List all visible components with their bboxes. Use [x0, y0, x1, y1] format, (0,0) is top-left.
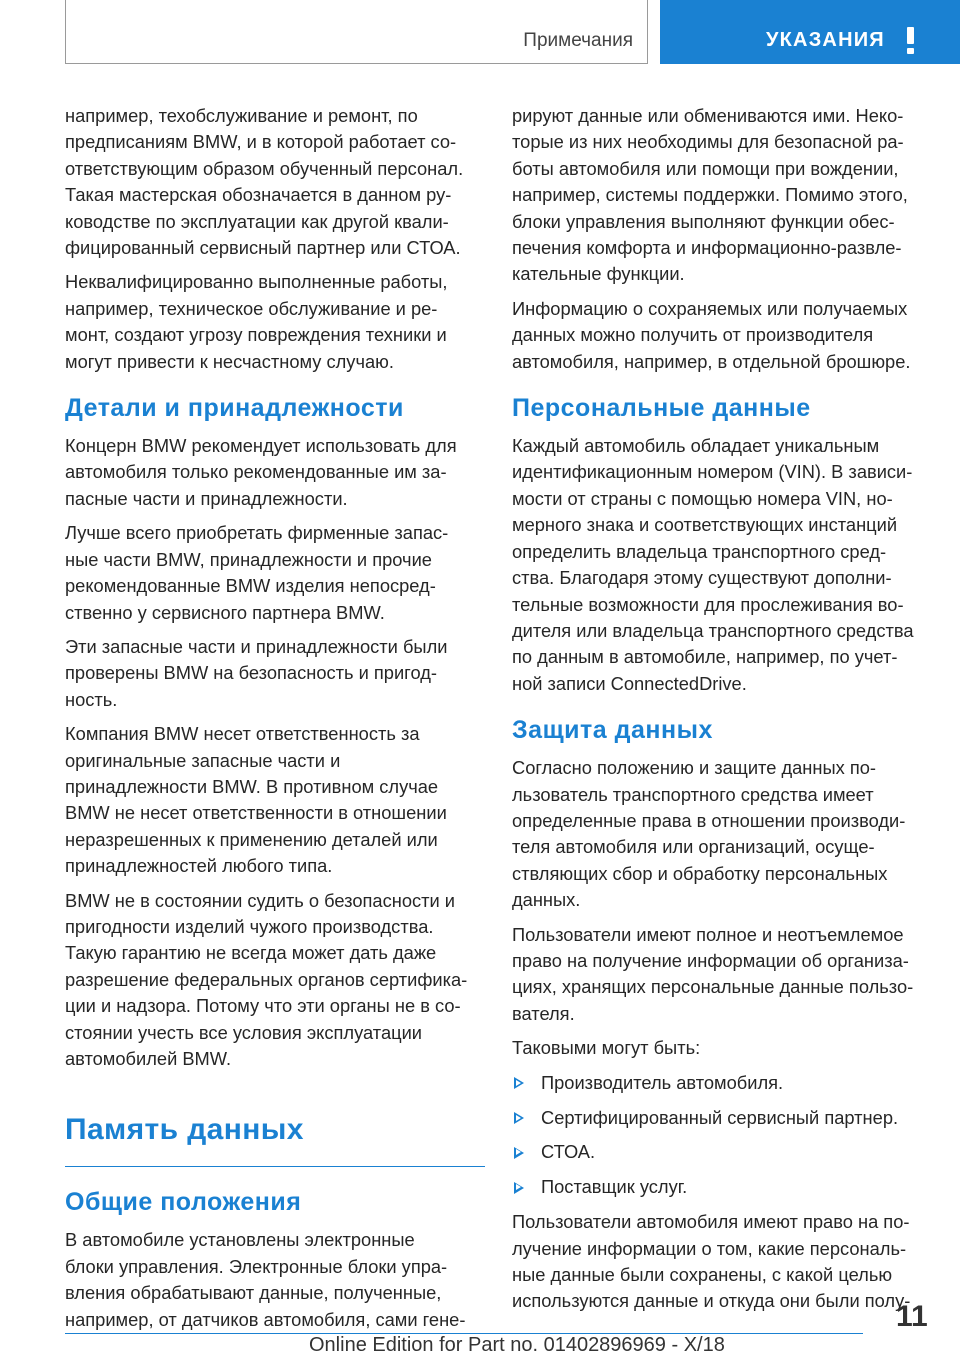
paragraph: Пользователи автомобиля имеют право на по- лучение информации о том, какие персональ- ные данные были сохранены, с какой целью используются данные и откуда они были полу- [512, 1211, 911, 1312]
paragraph: Согласно положению и защите данных по- льзователь транспортного средства имеет определенные права в отношении производи- теля автомобиля или организаций, осуще- ствляющих сбор и обработку персональных данных. [512, 757, 906, 911]
list-item: СТОА. [512, 1139, 932, 1165]
list-item: Производитель автомобиля. [512, 1070, 932, 1096]
chapter-title: Память данных [65, 1110, 485, 1167]
paragraph: Таковыми могут быть: [512, 1037, 701, 1059]
triangle-bullet-icon [514, 1077, 524, 1089]
bullet-list [512, 1070, 932, 1201]
paragraph: Концерн BMW рекомендует использовать для автомобиля только рекомендованные им за- пасные части и принадлежности. [65, 435, 457, 509]
section-title-parts: Детали и принадлежности [65, 394, 404, 423]
section-title-data-protection: Защита данных [512, 716, 713, 745]
section-title-general: Общие положения [65, 1188, 302, 1217]
paragraph: Лучше всего приобретать фирменные запас- ные части BMW, принадлежности и прочие рекомендованные BMW изделия непосред- ственно у сервисного партнера BMW. [65, 522, 449, 623]
header-tab-label: Примечания [523, 30, 633, 51]
footer-edition-text: Online Edition for Part no. 01402896969 - X/18 [309, 1334, 725, 1356]
paragraph: BMW не в состоянии судить о безопасности и пригодности изделий чужого производства. Такую гарантию не всегда может дать даже разрешение федеральных органов сертифика- ции и надзора. Потому что эти органы не в со- стоянии учесть все условия эксплуатации автомобилей BMW. [65, 889, 468, 1069]
paragraph: рируют данные или обмениваются ими. Неко- торые из них необходимы для безопасной ра- боты автомобиля или помощи при вождении, например, системы поддержки. Помимо этого, блоки управления выполняют функции обес- печения комфорта и информационно-развле- кательные функции. [512, 105, 908, 285]
list-item: Сертифицированный сервисный партнер. [512, 1105, 932, 1131]
triangle-bullet-icon [514, 1147, 524, 1159]
right-column [512, 103, 932, 1323]
triangle-bullet-icon [514, 1112, 524, 1124]
paragraph: Каждый автомобиль обладает уникальным идентификационным номером (VIN). В зависи- мости от страны с помощью номера VIN, но- мерного знака и соответствующих инстанций определить владельца транспортного сред- ства. Благодаря этому существуют дополни- тельные возможности для прослеживания во- дителя или владельца транспортного средства по данным в автомобиле, например, по учет- ной записи ConnectedDrive. [512, 435, 914, 694]
paragraph: Пользователи имеют полное и неотъемлемое право на получение информации об организа- циях, хранящих персональные данные пользо- вателя. [512, 923, 914, 1024]
section-title-personal-data: Персональные данные [512, 394, 811, 423]
header-warning-banner [660, 0, 960, 64]
triangle-bullet-icon [514, 1182, 524, 1194]
left-intro [65, 103, 485, 375]
list-item: Поставщик услуг. [512, 1174, 932, 1200]
left-column [65, 103, 485, 1341]
paragraph: Неквалифицированно выполненные работы, например, техническое обслуживание и ре- монт, создают угрозу повреждения техники и могут привести к несчастному случаю. [65, 271, 448, 372]
paragraph: например, техобслуживание и ремонт, по предписаниям BMW, и в которой работает со- ответствующим образом обученный персонал. Такая мастерская обозначается в данном ру- ководстве по эксплуатации как другой квали- фицированный сервисный партнер или СТОА. [65, 105, 464, 259]
paragraph: Эти запасные части и принадлежности были проверены BMW на безопасность и пригод- ность. [65, 635, 448, 710]
page-number: 11 [896, 1300, 928, 1333]
paragraph: В автомобиле установлены электронные блоки управления. Электронные блоки упра- вления обрабатывают данные, полученные, например, от датчиков автомобиля, сами гене- [65, 1229, 466, 1330]
paragraph: Компания BMW несет ответственность за оригинальные запасные части и принадлежности BMW. В противном случае BMW не несет ответственности в отношении неразрешенных к применению деталей или принадлежностей любого типа. [65, 723, 447, 877]
header-warning-label: УКАЗАНИЯ [766, 29, 885, 51]
header-tab [65, 0, 648, 64]
paragraph: Информацию о сохраняемых или получаемых данных можно получить от производителя автомобиля, например, в отдельной брошюре. [512, 297, 911, 372]
